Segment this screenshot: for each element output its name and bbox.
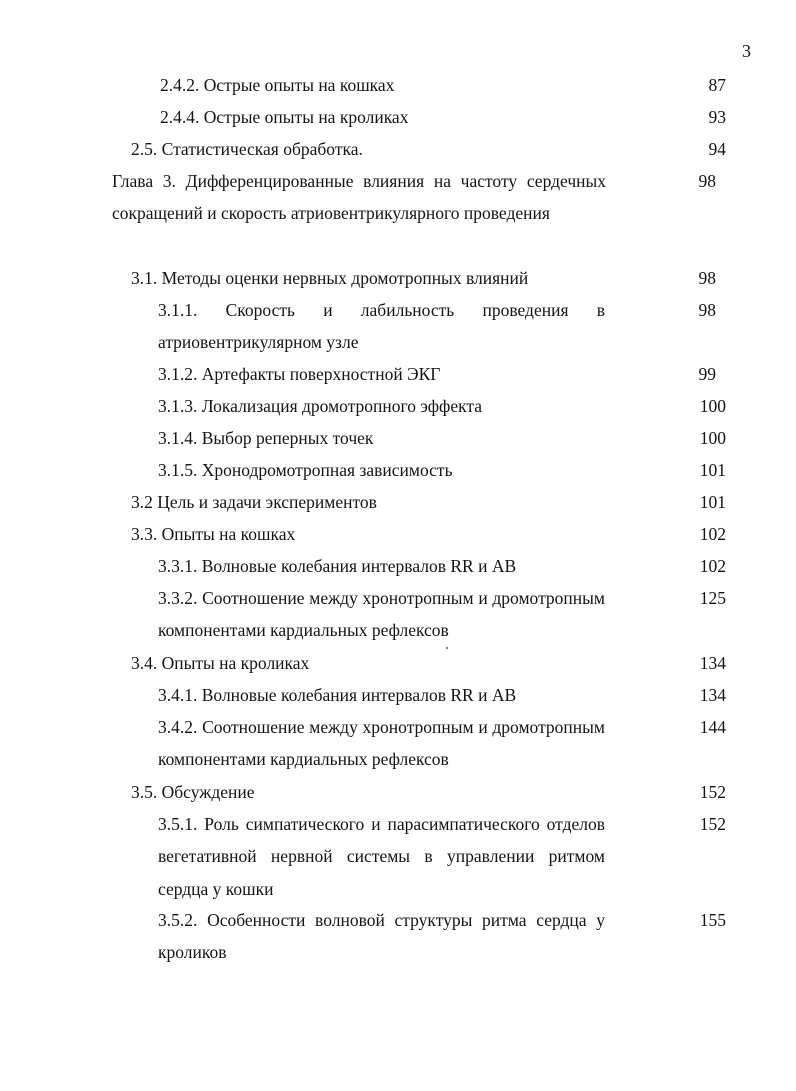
toc-entry-title: 2.4.4. Острые опыты на кроликах [160,107,409,127]
toc-entry-title: 3.4. Опыты на кроликах [131,653,310,673]
toc-entry-title: 3.4.1. Волновые колебания интервалов RR и АВ [158,685,517,705]
toc-entry-page: 152 [699,814,726,834]
toc-entry-title: 3.1.5. Хронодромотропная зависимость [158,460,453,480]
toc-entry-title: 3.1.4. Выбор реперных точек [158,428,374,448]
toc-entry-title: 3.3. Опыты на кошках [131,524,296,544]
toc-entry-page: 94 [708,139,726,159]
toc-entry-title: 2.5. Статистическая обработка. [131,139,363,159]
scan-speck [446,647,448,649]
toc-entry-page: 155 [699,910,726,930]
toc-entry-title: 3.5.1. Роль симпатического и парасимпатического отделов вегетативной нервной системы в управлении ритмом сердца у кошки [158,814,605,899]
toc-entry-title: Глава 3. Дифференцированные влияния на частоту сердечных сокращений и скорость атриовентрикулярного проведения [112,171,606,224]
toc-entry-title: 3.3.1. Волновые колебания интервалов RR и АВ [158,556,517,576]
toc-entry-title: 3.5. Обсуждение [131,782,255,802]
toc-entry-title: 3.1.1. Скорость и лабильность проведения в атриовентрикулярном узле [158,300,605,353]
toc-entry-page: 134 [699,685,726,705]
toc-entry-page: 98 [698,268,716,288]
toc-entry-page: 102 [699,524,726,544]
toc-entry-page: 98 [698,171,716,191]
toc-entry-page: 152 [699,782,726,802]
toc-entry-page: 100 [699,396,726,416]
toc-entry-page: 125 [699,588,726,608]
toc-entry-page: 98 [698,300,716,320]
toc-entry-title: 3.1.2. Артефакты поверхностной ЭКГ [158,364,441,384]
toc-entry-page: 101 [699,492,726,512]
toc-entry-page: 100 [699,428,726,448]
toc-entry-page: 102 [699,556,726,576]
toc-entry-title: 3.1. Методы оценки нервных дромотропных влияний [131,268,529,288]
toc-entry-title: 3.1.3. Локализация дромотропного эффекта [158,396,483,416]
toc-entry-page: 101 [699,460,726,480]
toc-entry-page: 93 [708,107,726,127]
toc-entry-page: 134 [699,653,726,673]
toc-entry-title: 2.4.2. Острые опыты на кошках [160,75,395,95]
toc-entry-title: 3.5.2. Особенности волновой структуры ритма сердца у кроликов [158,910,605,963]
page-number: 3 [742,41,751,61]
toc-entry-page: 99 [698,364,716,384]
toc-entry-title: 3.2 Цель и задачи экспериментов [131,492,377,512]
toc-entry-page: 144 [699,717,726,737]
toc-entry-page: 87 [708,75,726,95]
toc-entry-title: 3.4.2. Соотношение между хронотропным и дромотропным компонентами кардиальных рефлексов [158,717,605,770]
toc-entry-title: 3.3.2. Соотношение между хронотропным и дромотропным компонентами кардиальных рефлексов [158,588,605,641]
